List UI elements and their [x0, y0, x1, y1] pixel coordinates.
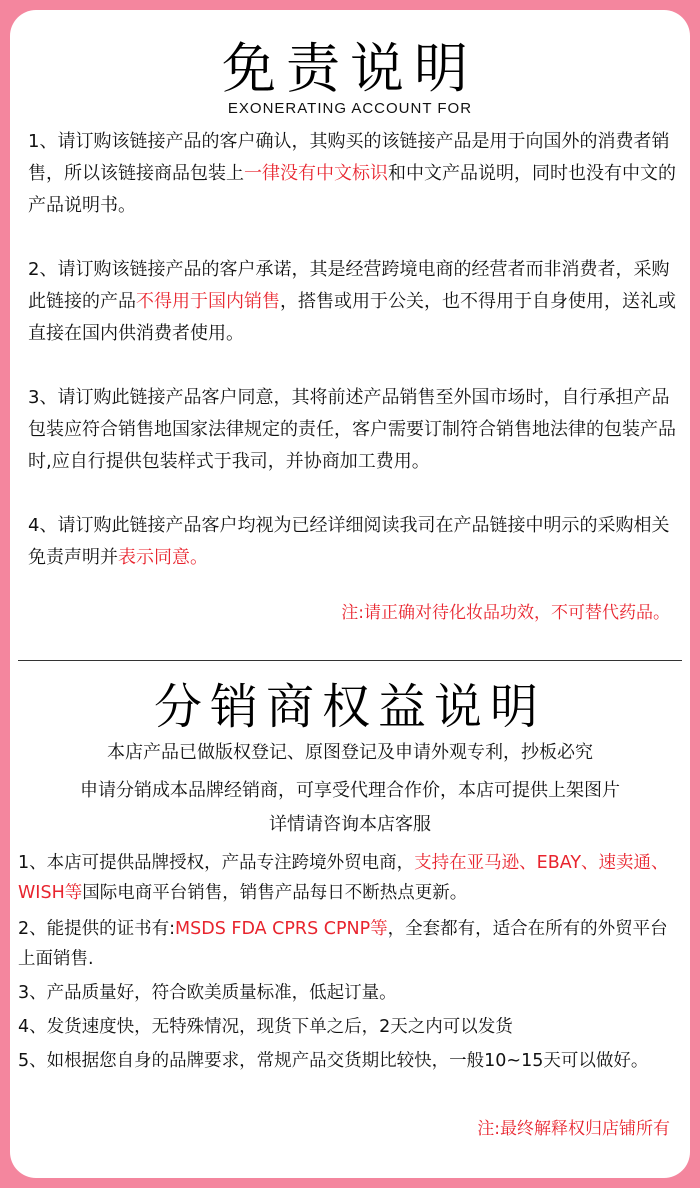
paragraph-text: ，搭售或用于公关，也不得用于自身使用，送礼或直接在国内供消费者使用。 — [28, 291, 676, 344]
disclaimer-paragraph-3 — [28, 382, 678, 478]
highlight-text: 支持在亚马逊、EBAY、速卖通、WISH等 — [18, 853, 669, 903]
paragraph-text: 4、请订购此链接产品客户均视为已经详细阅读我司在产品链接中明示的采购相关免责声明并 — [28, 515, 670, 568]
highlight-text: MSDS FDA CPRS CPNP等 — [175, 919, 388, 939]
distributor-item-2 — [18, 914, 682, 974]
highlight-text: 一律没有中文标识 — [244, 163, 388, 184]
section-divider — [18, 660, 682, 661]
distributor-item-3: 3、产品质量好，符合欧美质量标准，低起订量。 — [18, 983, 397, 1003]
distributor-line-2: 申请分销成本品牌经销商，可享受代理合作价，本店可提供上架图片 — [80, 780, 620, 801]
disclaimer-subtitle: EXONERATING ACCOUNT FOR — [227, 100, 473, 117]
paragraph-text: 1、请订购该链接产品的客户确认，其购买的该链接产品是用于向国外的消费者销售，所以该链接商品包装上 — [28, 131, 670, 184]
distributor-item-1 — [18, 848, 682, 908]
paragraph-text: 3、请订购此链接产品客户同意，其将前述产品销售至外国市场时，自行承担产品包装应符合销售地国家法律规定的责任，客户需要订制符合销售地法律的包装产品时,应自行提供包装样式于我司，并协商加工费用。 — [28, 387, 676, 472]
paragraph-text: 2、请订购该链接产品的客户承诺，其是经营跨境电商的经营者而非消费者，采购此链接的产品 — [28, 259, 670, 312]
distributor-item-4: 4、发货速度快，无特殊情况，现货下单之后，2天之内可以发货 — [18, 1017, 513, 1037]
disclaimer-note: 注:请正确对待化妆品功效，不可替代药品。 — [341, 603, 670, 623]
item-text: 1、本店可提供品牌授权，产品专注跨境外贸电商， — [18, 853, 415, 873]
distributor-line-1: 本店产品已做版权登记、原图登记及申请外观专利，抄板必究 — [107, 742, 593, 763]
item-text: 国际电商平台销售，销售产品每日不断热点更新。 — [82, 883, 468, 903]
distributor-item-5: 5、如根据您自身的品牌要求，常规产品交货期比较快，一般10~15天可以做好。 — [18, 1051, 649, 1071]
paragraph-text: 和中文产品说明，同时也没有中文的产品说明书。 — [28, 163, 676, 216]
distributor-title: 分销商权益说明 — [153, 679, 546, 735]
distributor-note: 注:最终解释权归店铺所有 — [477, 1119, 670, 1139]
item-text: ，全套都有，适合在所有的外贸平台上面销售. — [18, 919, 668, 969]
disclaimer-paragraph-4 — [28, 510, 678, 574]
item-text: 2、能提供的证书有: — [18, 919, 176, 939]
distributor-line-3: 详情请咨询本店客服 — [269, 814, 431, 835]
info-card — [10, 10, 690, 1178]
disclaimer-title: 免责说明 — [222, 37, 478, 100]
disclaimer-paragraph-1 — [28, 126, 678, 222]
highlight-text: 表示同意。 — [118, 547, 208, 568]
highlight-text: 不得用于国内销售 — [136, 291, 280, 312]
disclaimer-paragraph-2 — [28, 254, 678, 350]
